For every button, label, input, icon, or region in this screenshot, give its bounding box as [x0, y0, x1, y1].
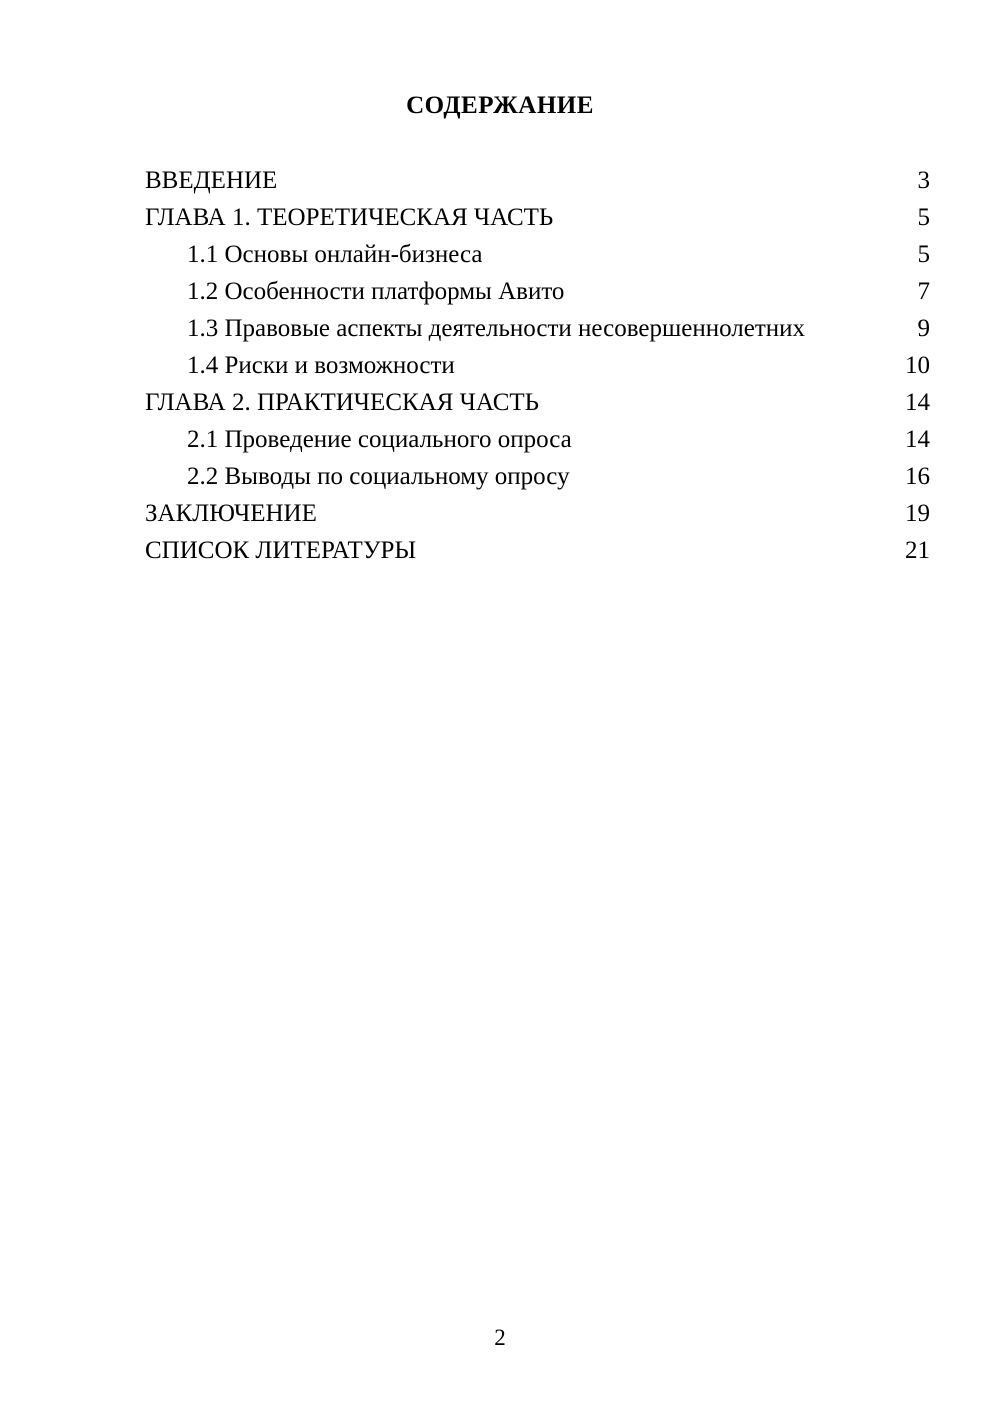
toc-entry-page: 5: [917, 204, 930, 231]
page-number: 2: [494, 1325, 506, 1350]
toc-entry[interactable]: [145, 495, 930, 532]
toc-entry-label: 1.2 Особенности платформы Авито: [187, 278, 565, 305]
toc-entry[interactable]: [145, 458, 930, 495]
toc-entry-label: 1.1 Основы онлайн-бизнеса: [187, 241, 483, 268]
toc-entry-page: 3: [917, 167, 930, 194]
toc-entry[interactable]: [145, 532, 930, 569]
toc-entry-page: 14: [905, 426, 930, 453]
toc-entry-page: 16: [905, 463, 930, 490]
toc-entry-page: 14: [905, 389, 930, 416]
toc-entry-label: ВВЕДЕНИЕ: [145, 167, 278, 194]
toc-entry-label: 2.2 Выводы по социальному опросу: [187, 463, 570, 490]
toc-entry[interactable]: [145, 162, 930, 199]
toc-entry-page: 21: [905, 537, 930, 564]
toc-entry-label: ГЛАВА 2. ПРАКТИЧЕСКАЯ ЧАСТЬ: [145, 389, 540, 416]
toc-entry-page: 5: [917, 241, 930, 268]
toc-entry-page: 9: [917, 315, 930, 342]
toc-entry[interactable]: [145, 384, 930, 421]
page-title: СОДЕРЖАНИЕ: [406, 92, 594, 119]
toc-entry-page: 7: [917, 278, 930, 305]
toc-entry[interactable]: [145, 421, 930, 458]
toc-entry-label: 1.4 Риски и возможности: [187, 352, 455, 379]
toc-entry[interactable]: [145, 199, 930, 236]
toc-entry-label: ЗАКЛЮЧЕНИЕ: [145, 500, 317, 527]
toc-entry-page: 19: [905, 500, 930, 527]
toc-entry[interactable]: [145, 236, 930, 273]
toc-entry-label: ГЛАВА 1. ТЕОРЕТИЧЕСКАЯ ЧАСТЬ: [145, 204, 554, 231]
table-of-contents: [145, 162, 930, 569]
toc-entry-page: 10: [905, 352, 930, 379]
toc-entry[interactable]: [145, 347, 930, 384]
toc-entry-label: 1.3 Правовые аспекты деятельности несовершеннолетних: [187, 315, 806, 342]
toc-entry-label: 2.1 Проведение социального опроса: [187, 426, 572, 453]
toc-entry[interactable]: [145, 310, 930, 347]
toc-entry[interactable]: [145, 273, 930, 310]
toc-entry-label: СПИСОК ЛИТЕРАТУРЫ: [145, 537, 417, 564]
